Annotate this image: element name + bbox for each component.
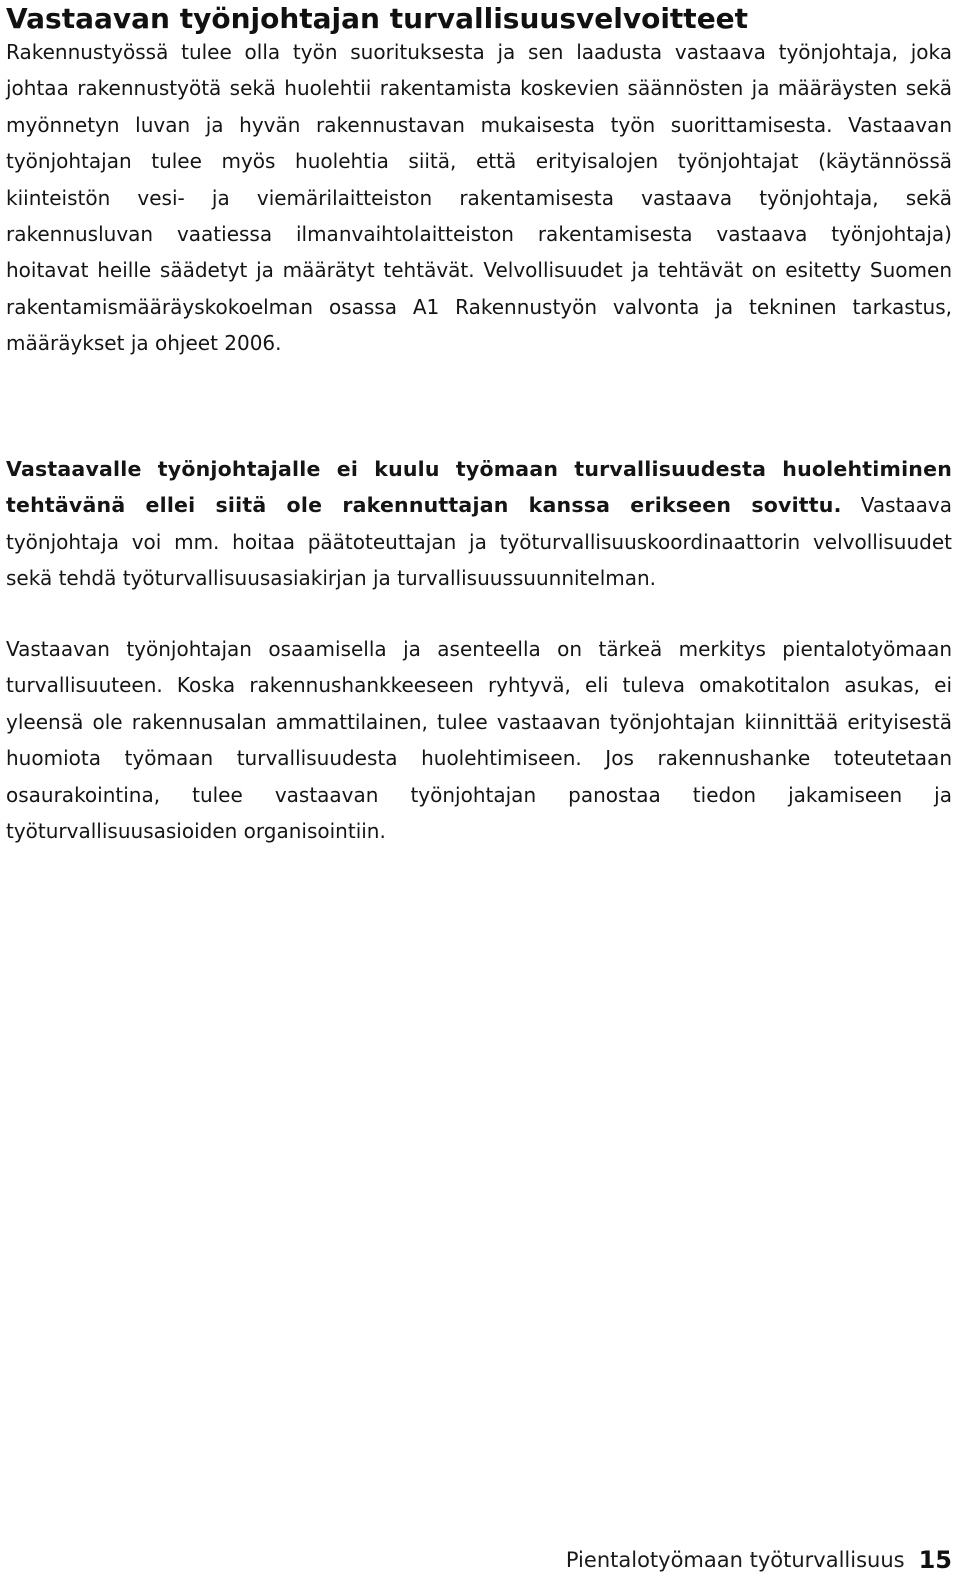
page-footer xyxy=(566,1540,952,1580)
page-number: 15 xyxy=(918,1546,952,1574)
paragraph-responsibilities: Rakennustyössä tulee olla työn suorituksesta ja sen laadusta vastaava työnjohtaja, joka johtaa rakennustyötä sekä huolehtii rakentamista koskevien säännösten ja määräysten sekä myönnetyn luvan ja hyvän rakennustavan mukaisesta työn suorittamisesta. Vastaavan työnjohtajan tulee myös huolehtia siitä, että erityisalojen työnjohtajat (käytännössä kiinteistön vesi- ja viemärilaitteiston rakentamisesta vastaava työnjohtaja, sekä rakennusluvan vaatiessa ilmanvaihtolaitteiston rakentamisesta vastaava työnjohtaja) hoitavat heille säädetyt ja määrätyt tehtävät. Velvollisuudet ja tehtävät on esitetty Suomen rakentamismääräyskokoelman osassa A1 Rakennustyön valvonta ja tekninen tarkastus, määräykset ja ohjeet 2006. xyxy=(6,40,952,356)
paragraph-bold-lead: Vastaavalle työnjohtajalle ei kuulu työmaan turvallisuudesta huolehtiminen tehtävänä ellei siitä ole rakennuttajan kanssa erikseen sovittu. xyxy=(6,457,952,518)
paragraph-competence: Vastaavan työnjohtajan osaamisella ja asenteella on tärkeä merkitys pientalotyömaan turvallisuuteen. Koska rakennushankkeeseen ryhtyvä, eli tuleva omakotitalon asukas, ei yleensä ole rakennusalan ammattilainen, tulee vastaavan työnjohtajan kiinnittää erityisestä huomiota työmaan turvallisuudesta huolehtimiseen. Jos rakennushanke toteutetaan osaurakointina, tulee vastaavan työnjohtajan panostaa tiedon jakamiseen ja työturvallisuusasioiden organisointiin. xyxy=(6,637,952,844)
page-title: Vastaavan työnjohtajan turvallisuusvelvoitteet xyxy=(6,2,749,35)
paragraph-continuation: Vastaava työnjohtaja voi mm. hoitaa päätoteuttajan ja työturvallisuuskoordinaattorin velvollisuudet sekä tehdä työturvallisuusasiakirjan ja turvallisuussuunnitelman. xyxy=(6,493,953,591)
footer-title: Pientalotyömaan työturvallisuus xyxy=(565,1548,905,1572)
paragraph-safety-duties xyxy=(6,451,952,597)
